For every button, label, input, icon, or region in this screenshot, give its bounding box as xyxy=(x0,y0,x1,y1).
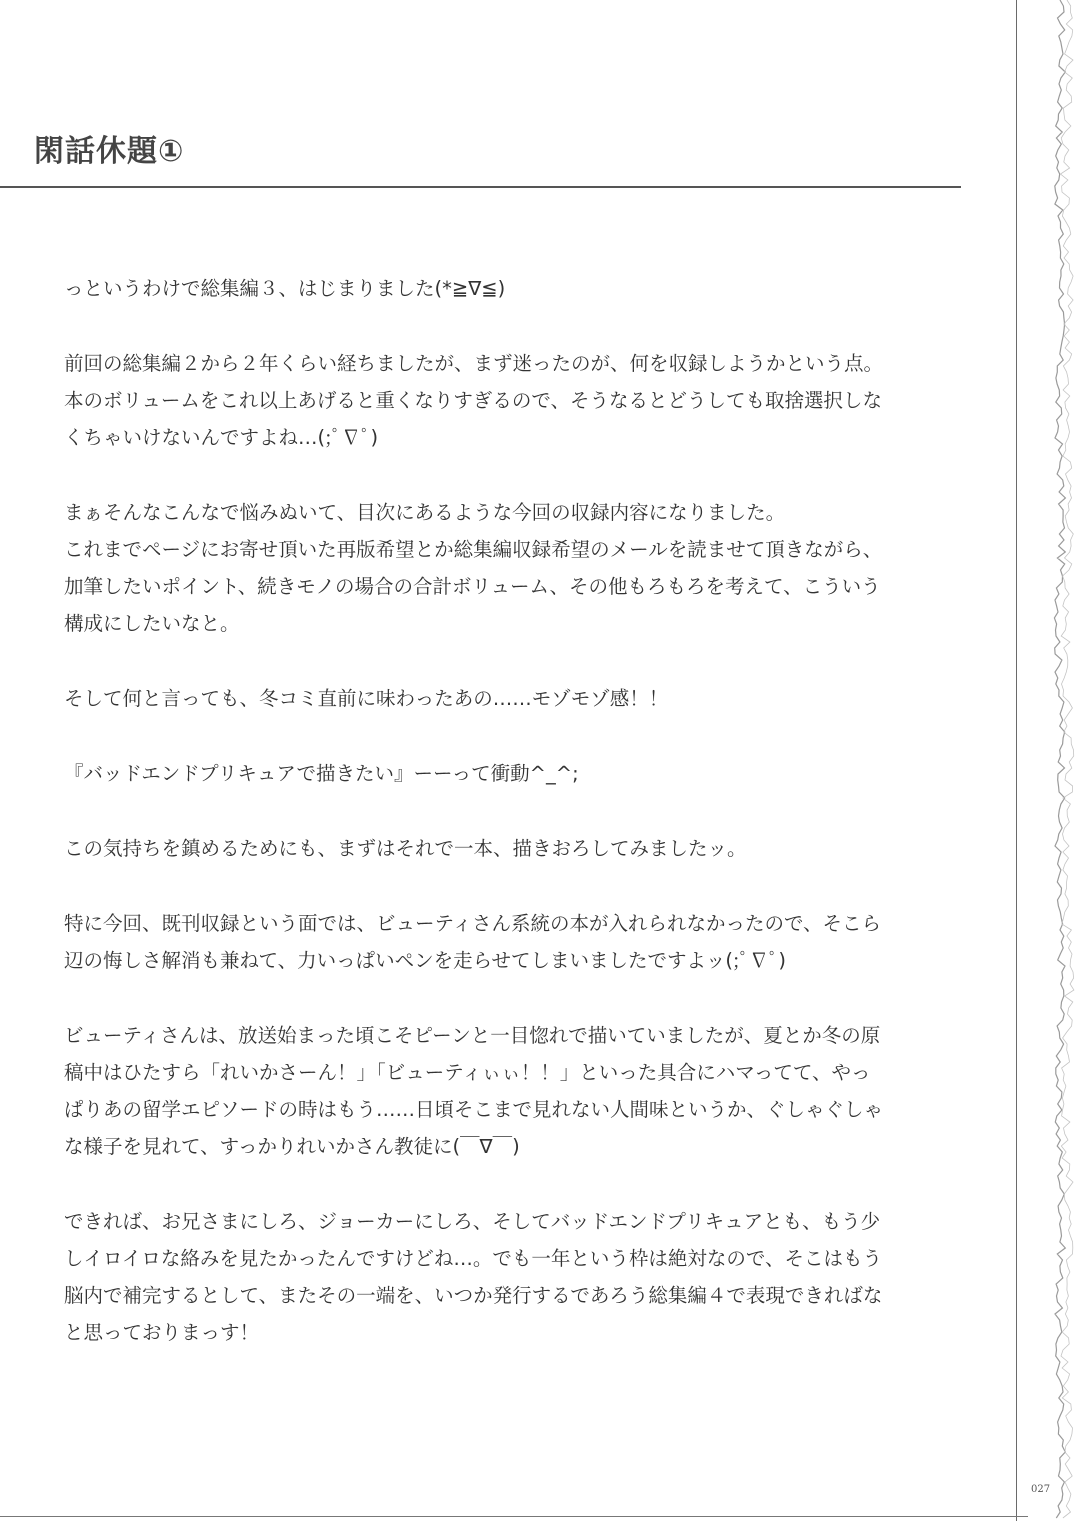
text-line: まぁそんなこんなで悩みぬいて、目次にあるような今回の収録内容になりました。 xyxy=(64,501,786,524)
text-line: 脳内で補完するとして、またその一端を、いつか発行するであろう総集編４で表現できればな xyxy=(64,1284,883,1307)
paragraph-8 xyxy=(64,1017,964,1165)
text-line: ぱりあの留学エピソードの時はもう……日頃そこまで見れない人間味というか、ぐしゃぐしゃ xyxy=(64,1098,884,1121)
text-line: っというわけで総集編３、はじまりました(*≧∇≦) xyxy=(64,277,506,300)
bottom-edge-line xyxy=(0,1516,1028,1517)
text-line: 構成にしたいなと。 xyxy=(64,612,240,635)
text-line: しイロイロな絡みを見たかったんですけどね…。でも一年という枠は絶対なので、そこはもう xyxy=(64,1247,883,1270)
text-line: そして何と言っても、冬コミ直前に味わったあの……モゾモゾ感！！ xyxy=(64,687,669,710)
page-number: 027 xyxy=(1031,1484,1051,1495)
binding-edge-line xyxy=(1016,0,1017,1521)
page-title: 閑話休題① xyxy=(34,134,185,169)
text-line: 加筆したいポイント、続きモノの場合の合計ボリューム、その他もろもろを考えて、こういう xyxy=(64,575,881,598)
text-line: 稿中はひたすら「れいかさーん！」「ビューティぃぃ！！」といった具合にハマってて、やっ xyxy=(64,1061,871,1084)
text-line: な様子を見れて、すっかりれいかさん教徒に(￣∇￣) xyxy=(64,1135,520,1158)
text-line: ビューティさんは、放送始まった頃こそピーンと一目惚れで描いていましたが、夏とか冬の原 xyxy=(64,1024,881,1047)
paragraph-1 xyxy=(64,270,964,307)
text-line: 『バッドエンドプリキュアで描きたい』ーーって衝動^_^; xyxy=(64,762,579,785)
text-line: 辺の悔しさ解消も兼ねて、力いっぱいペンを走らせてしまいましたですよッ(;ﾟ∇ﾟ) xyxy=(64,949,786,972)
paragraph-6 xyxy=(64,830,964,867)
scanned-page-edge xyxy=(1040,0,1080,1521)
text-line: 前回の総集編２から２年くらい経ちましたが、まず迷ったのが、何を収録しようかという点。 xyxy=(64,352,884,375)
paragraph-9 xyxy=(64,1203,964,1351)
text-line: 特に今回、既刊収録という面では、ビューティさん系統の本が入れられなかったので、そこら xyxy=(64,912,882,935)
text-line: と思っておりまっす！ xyxy=(64,1321,260,1344)
text-line: これまでページにお寄せ頂いた再版希望とか総集編収録希望のメールを読ませて頂きながら、 xyxy=(64,538,883,561)
text-line: くちゃいけないんですよね…(;ﾟ∇ﾟ) xyxy=(64,426,379,449)
paragraph-5 xyxy=(64,755,964,792)
paragraph-4 xyxy=(64,680,964,717)
paragraph-7 xyxy=(64,905,964,979)
body-text xyxy=(64,270,964,1389)
title-divider xyxy=(0,186,961,188)
text-line: できれば、お兄さまにしろ、ジョーカーにしろ、そしてバッドエンドプリキュアとも、もう少 xyxy=(64,1210,881,1233)
text-line: 本のボリュームをこれ以上あげると重くなりすぎるので、そうなるとどうしても取捨選択しな xyxy=(64,389,883,412)
paragraph-2 xyxy=(64,345,964,456)
paragraph-3 xyxy=(64,494,964,642)
text-line: この気持ちを鎮めるためにも、まずはそれで一本、描きおろしてみましたッ。 xyxy=(64,837,747,860)
